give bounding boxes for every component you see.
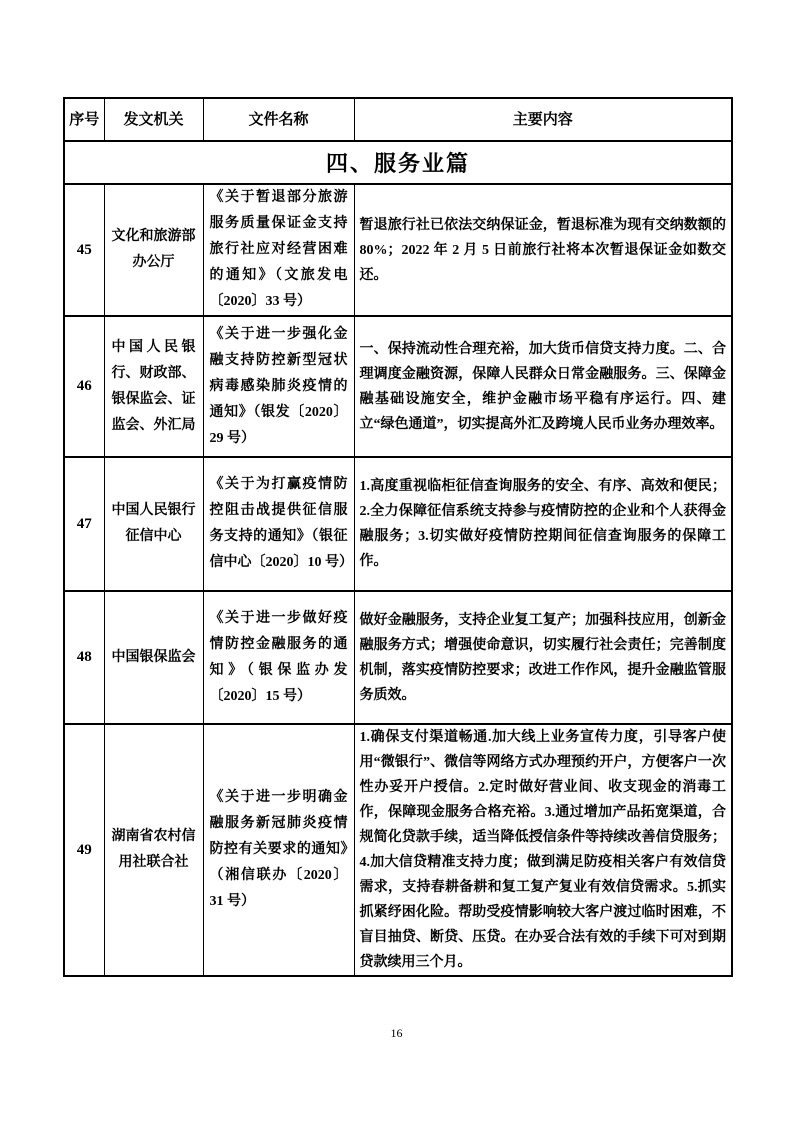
row-main-content: 做好金融服务，支持企业复工复产；加强科技应用，创新金融服务方式；增强使命意识，切实履行社会责任；完善制度机制，落实疫情防控要求；改进工作作风，提升金融监管服务质效。 bbox=[354, 591, 732, 724]
table-row bbox=[64, 724, 732, 976]
row-main-content: 暂退旅行社已依法交纳保证金，暂退标准为现有交纳数额的 80%；2022 年 2 月 5 日前旅行社将本次暂退保证金如数交还。 bbox=[354, 184, 732, 316]
header-issuing-agency: 发文机关 bbox=[104, 98, 203, 141]
table-row bbox=[64, 184, 732, 316]
table-header-row bbox=[64, 98, 732, 141]
row-serial-number: 49 bbox=[64, 724, 104, 976]
policy-table bbox=[63, 97, 733, 977]
header-serial-number: 序号 bbox=[64, 98, 104, 141]
row-document-name: 《关于进一步做好疫情防控金融服务的通知》（银保监办发〔2020〕15 号） bbox=[203, 591, 354, 724]
row-issuing-agency: 中国人民银行征信中心 bbox=[104, 457, 203, 591]
row-main-content: 1.高度重视临柜征信查询服务的安全、有序、高效和便民；2.全力保障征信系统支持参与疫情防控的企业和个人获得金融服务；3.切实做好疫情防控期间征信查询服务的保障工作。 bbox=[354, 457, 732, 591]
row-main-content: 一、保持流动性合理充裕，加大货币信贷支持力度。二、合理调度金融资源，保障人民群众日常金融服务。三、保障金融基础设施安全，维护金融市场平稳有序运行。四、建立“绿色通道”，切实提高外汇及跨境人民币业务办理效率。 bbox=[354, 316, 732, 457]
row-serial-number: 47 bbox=[64, 457, 104, 591]
header-main-content: 主要内容 bbox=[354, 98, 732, 141]
page-number: 16 bbox=[390, 1026, 403, 1040]
row-issuing-agency: 中国人民银行、财政部、银保监会、证监会、外汇局 bbox=[104, 316, 203, 457]
row-document-name: 《关于暂退部分旅游服务质量保证金支持旅行社应对经营困难的通知》（文旅发电〔2020〕33 号） bbox=[203, 184, 354, 316]
section-row bbox=[64, 141, 732, 184]
table-row bbox=[64, 457, 732, 591]
row-document-name: 《关于进一步强化金融支持防控新型冠状病毒感染肺炎疫情的通知》（银发〔2020〕29 号） bbox=[203, 316, 354, 457]
row-issuing-agency: 文化和旅游部办公厅 bbox=[104, 184, 203, 316]
row-issuing-agency: 中国银保监会 bbox=[104, 591, 203, 724]
header-document-name: 文件名称 bbox=[203, 98, 354, 141]
row-main-content: 1.确保支付渠道畅通.加大线上业务宣传力度，引导客户使用“微银行”、微信等网络方式办理预约开户，方便客户一次性办妥开户授信。2.定时做好营业间、收支现金的消毒工作，保障现金服务合格充裕。3.通过增加产品拓宽渠道，合规简化贷款手续，适当降低授信条件等持续改善信贷服务；4.加大信贷精准支持力度；做到满足防疫相关客户有效信贷需求，支持春耕备耕和复工复产复业有效信贷需求。5.抓实抓紧纾困化险。帮助受疫情影响较大客户渡过临时困难，不盲目抽贷、断贷、压贷。在办妥合法有效的手续下可对到期贷款续用三个月。 bbox=[354, 724, 732, 976]
row-serial-number: 48 bbox=[64, 591, 104, 724]
table-row bbox=[64, 591, 732, 724]
row-issuing-agency: 湖南省农村信用社联合社 bbox=[104, 724, 203, 976]
row-document-name: 《关于进一步明确金融服务新冠肺炎疫情防控有关要求的通知》（湘信联办〔2020〕31 号） bbox=[203, 724, 354, 976]
table-row bbox=[64, 316, 732, 457]
row-serial-number: 45 bbox=[64, 184, 104, 316]
row-document-name: 《关于为打赢疫情防控阻击战提供征信服务支持的通知》（银征信中心〔2020〕10 号） bbox=[203, 457, 354, 591]
section-title: 四、服务业篇 bbox=[64, 141, 732, 184]
row-serial-number: 46 bbox=[64, 316, 104, 457]
